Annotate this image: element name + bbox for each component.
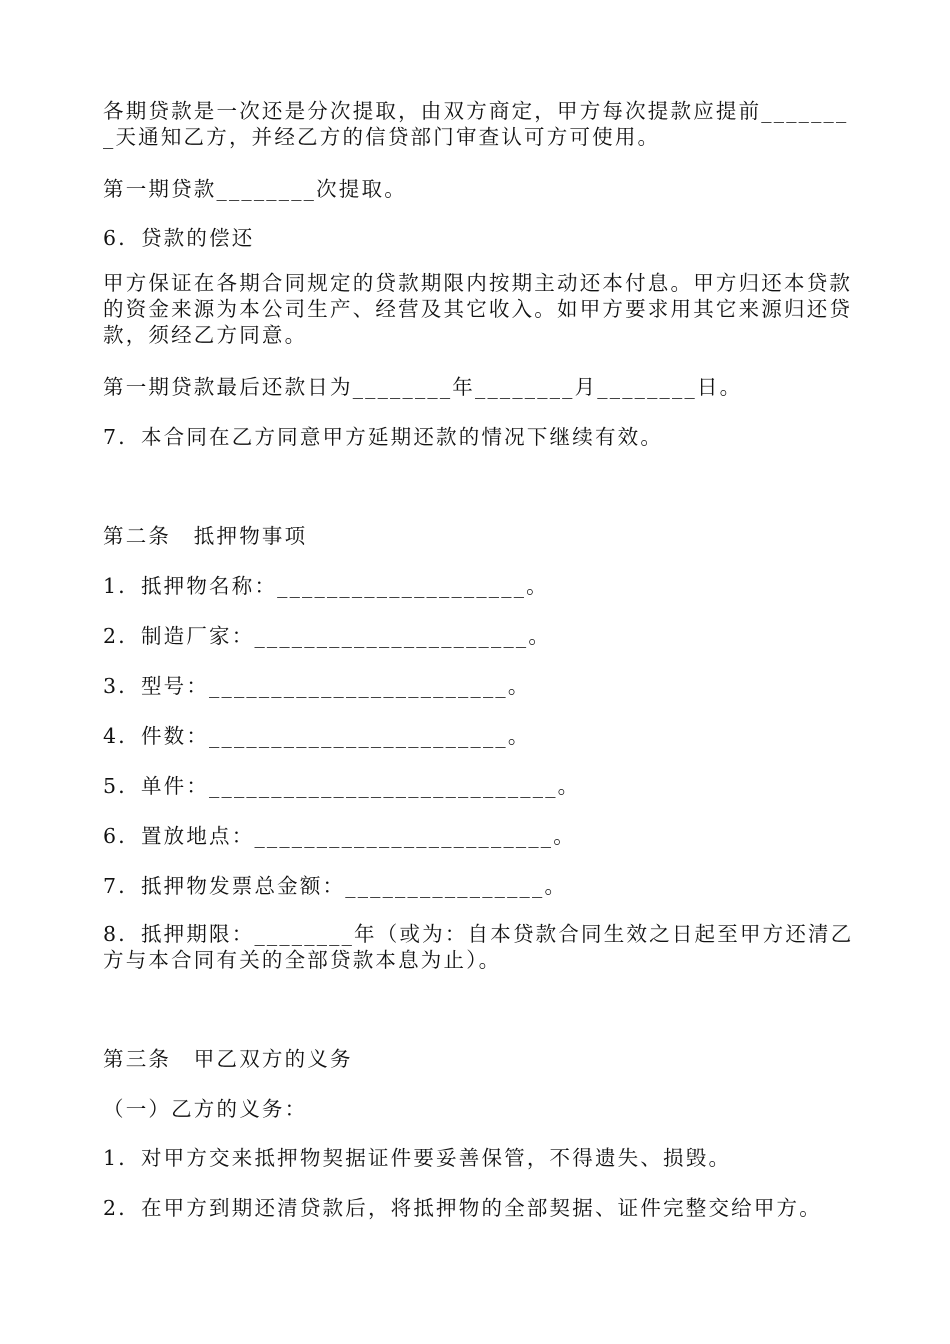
obligation-item-2: 2．在甲方到期还清贷款后，将抵押物的全部契据、证件完整交给甲方。 [103,1196,822,1220]
paragraph-final-repayment-date: 第一期贷款最后还款日为________年________月________日。 [103,375,743,399]
paragraph-repayment-guarantee: 甲方保证在各期合同规定的贷款期限内按期主动还本付息。甲方归还本贷款的资金来源为本公司生产、经营及其它收入。如甲方要求用其它来源归还贷款，须经乙方同意。 [103,271,853,347]
subheading-party-b-obligations: （一）乙方的义务： [103,1097,308,1121]
field-invoice-total: 7．抵押物发票总金额：________________。 [103,874,568,898]
paragraph-drawdown-notice: 各期贷款是一次还是分次提取，由双方商定，甲方每次提款应提前________天通知乙方，并经乙方的信贷部门审查认可方可使用。 [103,99,849,149]
field-quantity: 4．件数：________________________。 [103,724,531,748]
field-manufacturer: 2．制造厂家：______________________。 [103,624,552,648]
field-collateral-name: 1．抵押物名称：____________________。 [103,574,549,598]
field-mortgage-term: 8．抵押期限：________年（或为：自本贷款合同生效之日起至甲方还清乙方与本合同有关的全部贷款本息为止）。 [103,922,854,972]
field-model: 3．型号：________________________。 [103,674,531,698]
paragraph-contract-validity: 7．本合同在乙方同意甲方延期还款的情况下继续有效。 [103,425,664,449]
heading-article-three: 第三条 甲乙双方的义务 [103,1047,353,1071]
paragraph-first-drawdown: 第一期贷款________次提取。 [103,177,407,201]
heading-article-two: 第二条 抵押物事项 [103,524,308,548]
heading-loan-repayment: 6．贷款的偿还 [103,226,255,250]
obligation-item-1: 1．对甲方交来抵押物契据证件要妥善保管，不得遗失、损毁。 [103,1146,732,1170]
field-storage-location: 6．置放地点：________________________。 [103,824,576,848]
field-unit-item: 5．单件：____________________________。 [103,774,581,798]
